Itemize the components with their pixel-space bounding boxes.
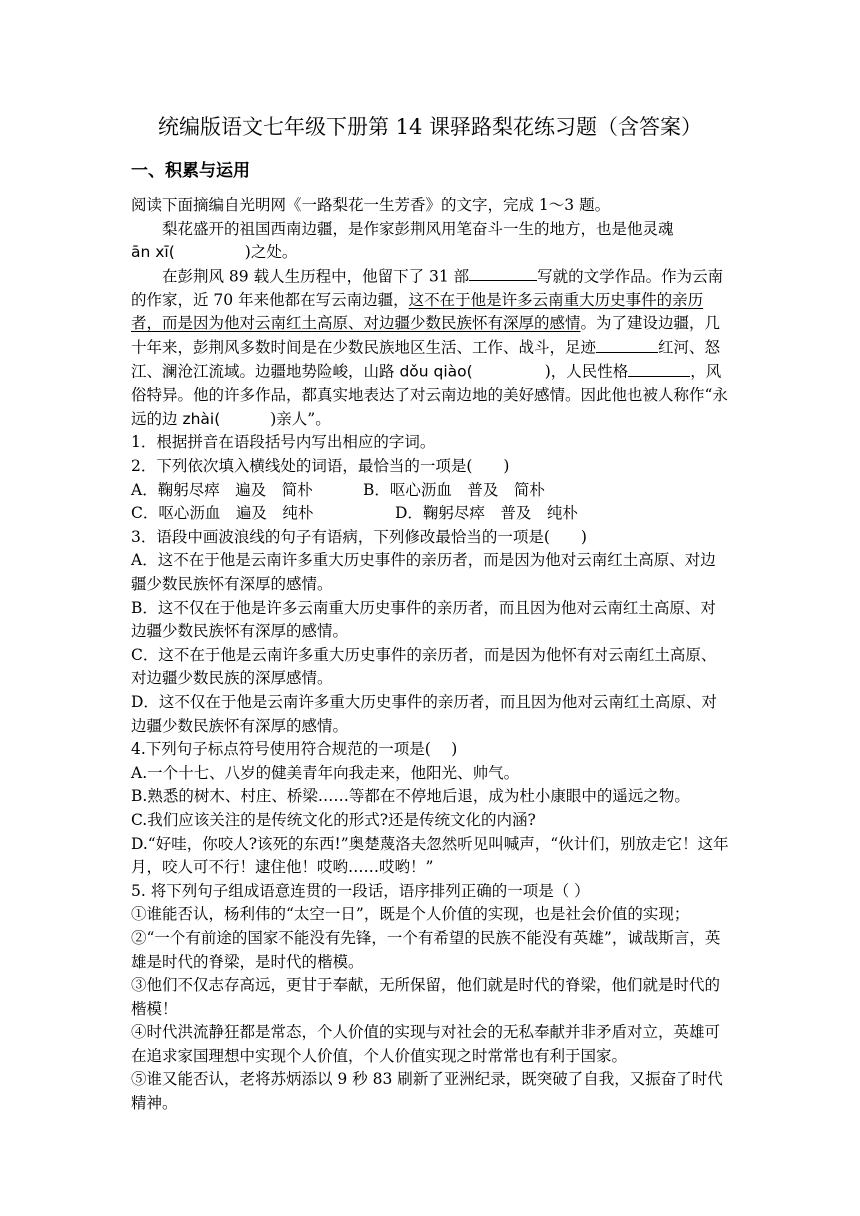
sentence-4: ④时代洪流静狂都是常态，个人价值的实现与对社会的无私奉献并非矛盾对立，英雄可在追求家国理想中实现个人价值，个人价值实现之时常常也有利于国家。: [131, 1023, 721, 1065]
option-4a[interactable]: A.一个十七、八岁的健美青年向我走来，他阳光、帅气。: [131, 763, 520, 782]
option-4b[interactable]: B.熟悉的树木、村庄、桥梁……等都在不停地后退，成为杜小康眼中的遥远之物。: [131, 787, 690, 806]
option-4c[interactable]: C.我们应该关注的是传统文化的形式?还是传统文化的内涵?: [131, 810, 536, 829]
wavy-underlined-sentence: 这不在于他是许多云南重大历史事件的亲历者，而是因为他对云南红土高原、对边疆少数民族怀有深厚的感情: [131, 290, 704, 333]
question-1: 1．根据拼音在语段括号内写出相应的字词。: [131, 433, 436, 452]
passage-paragraph-2: 在彭荆风 89 载人生历程中，他留下了 31 部 写就的文学作品。作为云南的作家，近 70 年来他都在写云南边疆，这不在于他是许多云南重大历史事件的亲历者，而是因为他对云南红土高原、对边疆少数民族怀有深厚的感情。为了建设边疆，几十年来，彭荆风多数时间是在少数民族地区生活、工作、战斗，足迹 红河、怒江、澜沧江流域。边疆地势险峻，山路 dǒu qiào( )，人民性格 ，风俗特异。他的许多作品，都真实地表达了对云南边地的美好感情。因此他也被人称作“永远的边 zhài( )亲人”。: [131, 265, 731, 432]
option-4d[interactable]: D.“好哇，你咬人?该死的东西!”奥楚蔑洛夫忽然听见叫喊声，“伙计们，别放走它！这年月，咬人可不行！逮住他！哎哟……哎哟！”: [131, 834, 729, 877]
sentence-3: ③他们不仅志存高远，更甘于奉献，无所保留，他们就是时代的脊梁，他们就是时代的楷模！: [131, 976, 721, 1018]
question-4: 4.下列句子标点符号使用符合规范的一项是( ): [131, 740, 458, 759]
option-2a[interactable]: A．鞠躬尽瘁 遍及 简朴: [131, 480, 313, 499]
passage-paragraph-1: 梨花盛开的祖国西南边疆，是作家彭荆风用笔奋斗一生的地方，也是他灵魂 ān xī( )之处。: [131, 219, 674, 262]
sentence-2: ②“一个有前途的国家不能没有先锋，一个有希望的民族不能没有英雄”，诚哉斯言，英雄是时代的脊梁，是时代的楷模。: [131, 928, 721, 971]
fill-blank-1[interactable]: [469, 265, 537, 282]
sentence-1: ①谁能否认，杨利伟的“太空一日”，既是个人价值的实现，也是社会价值的实现；: [131, 905, 690, 924]
reading-intro: 阅读下面摘编自光明网《一路梨花一生芳香》的文字，完成 1～3 题。: [131, 196, 611, 214]
section-heading: 一、积累与运用: [131, 161, 250, 181]
option-2b[interactable]: B．呕心沥血 普及 简朴: [363, 480, 545, 499]
fill-blank-3[interactable]: [628, 360, 690, 377]
question-2: 2．下列依次填入横线处的词语，最恰当的一项是( ): [131, 457, 510, 476]
option-2c[interactable]: C．呕心沥血 遍及 纯朴: [131, 504, 314, 523]
option-3d[interactable]: D．这不仅在于他是云南许多重大历史事件的亲历者，而且因为他对云南红土高原、对边疆少数民族怀有深厚的感情。: [131, 692, 717, 735]
document-body: [131, 194, 731, 1116]
question-2-options-row-1: [131, 479, 731, 503]
sentence-5: ⑤谁又能否认，老将苏炳添以 9 秒 83 刷新了亚洲纪录，既突破了自我，又振奋了时代精神。: [131, 1070, 723, 1113]
option-3a[interactable]: A．这不在于他是云南许多重大历史事件的亲历者，而是因为他对云南红土高原、对边疆少数民族怀有深厚的感情。: [131, 551, 716, 593]
option-2d[interactable]: D．鞠躬尽瘁 普及 纯朴: [395, 504, 578, 523]
option-3b[interactable]: B．这不仅在于他是许多云南重大历史事件的亲历者，而且因为他对云南红土高原、对边疆少数民族怀有深厚的感情。: [131, 598, 716, 641]
question-2-options-row-2: [131, 502, 731, 526]
page-title: 统编版语文七年级下册第 14 课驿路梨花练习题（含答案）: [157, 115, 703, 139]
fill-blank-2[interactable]: [596, 336, 658, 353]
question-5: 5. 将下列句子组成语意连贯的一段话，语序排列正确的一项是（ ）: [131, 881, 590, 900]
question-3: 3．语段中画波浪线的句子有语病，下列修改最恰当的一项是( ): [131, 527, 587, 546]
option-3c[interactable]: C．这不在于他是云南许多重大历史事件的亲历者，而是因为他怀有对云南红土高原、对边疆少数民族的深厚感情。: [131, 645, 717, 688]
